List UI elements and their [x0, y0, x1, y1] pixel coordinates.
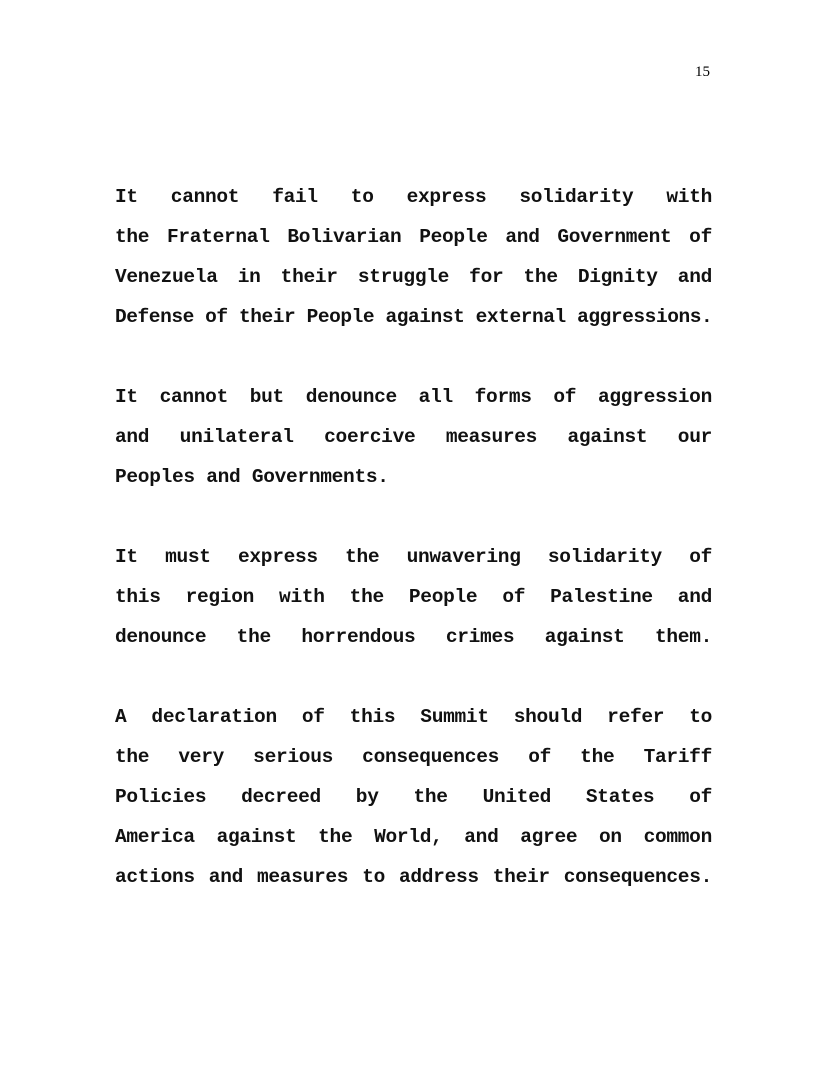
text-line: actions and measures to address their consequences.	[115, 866, 712, 888]
paragraph-denounce-aggression	[115, 377, 712, 497]
text-line: It must express the unwavering solidarity of	[115, 546, 712, 568]
text-line: Venezuela in their struggle for the Dignity and	[115, 266, 712, 288]
paragraph-venezuela-solidarity	[115, 177, 712, 337]
text-line: A declaration of this Summit should refer to	[115, 706, 712, 728]
text-line: the Fraternal Bolivarian People and Government of	[115, 226, 712, 248]
text-line: America against the World, and agree on common	[115, 826, 712, 848]
paragraph-tariff-policies	[115, 697, 712, 897]
text-line: It cannot but denounce all forms of aggression	[115, 386, 712, 408]
text-line: Peoples and Governments.	[115, 466, 389, 488]
text-line: Defense of their People against external aggressions.	[115, 306, 713, 328]
document-body	[115, 177, 712, 937]
text-line: this region with the People of Palestine and	[115, 586, 712, 608]
page-number: 15	[695, 64, 710, 80]
text-line: denounce the horrendous crimes against them.	[115, 626, 712, 648]
text-line: the very serious consequences of the Tariff	[115, 746, 712, 768]
text-line: and unilateral coercive measures against our	[115, 426, 712, 448]
paragraph-palestine-solidarity	[115, 537, 712, 657]
text-line: Policies decreed by the United States of	[115, 786, 712, 808]
text-line: It cannot fail to express solidarity with	[115, 186, 712, 208]
